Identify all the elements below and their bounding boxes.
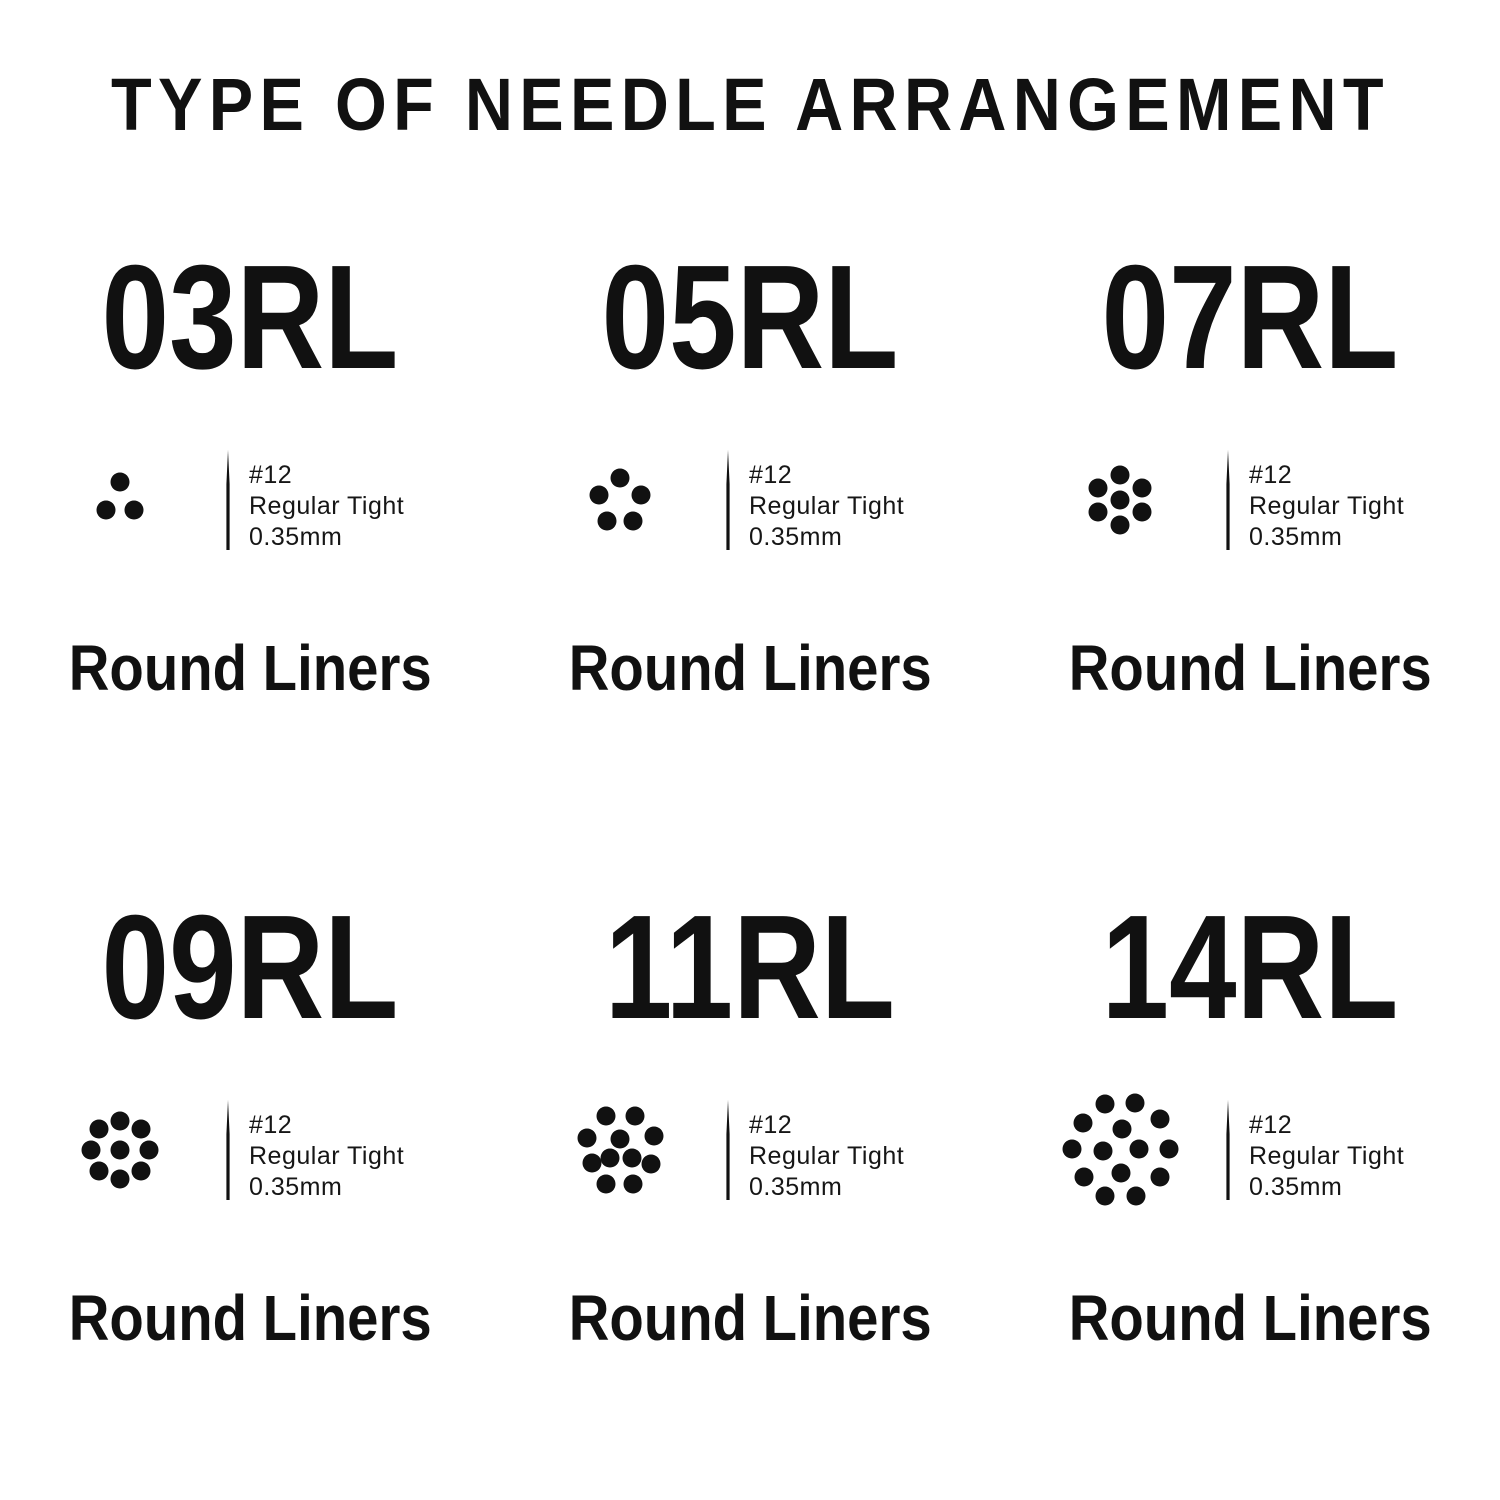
needle-type-label-row [500, 1282, 1000, 1354]
needle-cell [1000, 235, 1500, 895]
tapered-needle-icon [1225, 450, 1231, 550]
needle-diagram [0, 420, 500, 580]
needle-grid [0, 235, 1500, 1500]
needle-dots-pattern-icon [60, 1090, 180, 1210]
needle-taper: Regular Tight [249, 1141, 405, 1170]
tapered-needle-icon [1225, 1100, 1231, 1200]
needle-code-row [1000, 885, 1500, 1050]
needle-dots-box [525, 440, 715, 560]
needle-dots-box [525, 1090, 715, 1210]
needle-dots-pattern-icon [560, 1090, 680, 1210]
needle-code: 09RL [101, 885, 399, 1050]
needle-diameter: 0.35mm [1249, 522, 1343, 551]
needle-code: 07RL [1101, 235, 1399, 400]
needle-specs [1249, 460, 1404, 553]
needle-code-row [500, 885, 1000, 1050]
needle-diagram [1000, 420, 1500, 580]
needle-diagram [500, 1070, 1000, 1230]
needle-gauge: #12 [249, 1110, 293, 1139]
needle-type-label-row [0, 632, 500, 704]
needle-code: 14RL [1101, 885, 1399, 1050]
needle-type-label-row [1000, 1282, 1500, 1354]
needle-dots-pattern-icon [1060, 1090, 1180, 1210]
tapered-needle-icon [725, 450, 731, 550]
needle-gauge: #12 [249, 460, 293, 489]
needle-cell [0, 885, 500, 1500]
needle-gauge: #12 [749, 1110, 793, 1139]
needle-type-label: Round Liners [1068, 1282, 1432, 1354]
needle-specs [249, 1110, 404, 1203]
tapered-needle-icon [225, 450, 231, 550]
needle-type-label: Round Liners [68, 1282, 432, 1354]
needle-specs [1249, 1110, 1404, 1203]
needle-taper: Regular Tight [1249, 1141, 1405, 1170]
needle-specs [749, 1110, 904, 1203]
needle-cell [500, 885, 1000, 1500]
needle-code: 11RL [604, 885, 896, 1050]
needle-type-label-row [0, 1282, 500, 1354]
needle-taper: Regular Tight [749, 491, 905, 520]
needle-cell [1000, 885, 1500, 1500]
needle-gauge: #12 [1249, 1110, 1293, 1139]
needle-diagram [0, 1070, 500, 1230]
needle-diameter: 0.35mm [249, 1172, 343, 1201]
needle-specs [749, 460, 904, 553]
tapered-needle-icon [725, 1100, 731, 1200]
needle-dots-box [1025, 440, 1215, 560]
needle-dots-box [25, 440, 215, 560]
needle-dots-box [1025, 1090, 1215, 1210]
needle-type-label-row [500, 632, 1000, 704]
needle-dots-box [25, 1090, 215, 1210]
tapered-needle-icon [225, 1100, 231, 1200]
needle-dots-pattern-icon [1060, 440, 1180, 560]
needle-code: 05RL [601, 235, 899, 400]
needle-taper: Regular Tight [1249, 491, 1405, 520]
needle-code-row [500, 235, 1000, 400]
needle-diagram [500, 420, 1000, 580]
needle-type-label: Round Liners [68, 632, 432, 704]
page-title [0, 63, 1500, 146]
needle-gauge: #12 [1249, 460, 1293, 489]
needle-cell [0, 235, 500, 895]
needle-diameter: 0.35mm [1249, 1172, 1343, 1201]
needle-type-label: Round Liners [568, 1282, 932, 1354]
needle-code-row [0, 885, 500, 1050]
needle-type-label-row [1000, 632, 1500, 704]
needle-dots-pattern-icon [560, 440, 680, 560]
needle-code: 03RL [101, 235, 399, 400]
page-title-text: TYPE OF NEEDLE ARRANGEMENT [110, 63, 1390, 146]
needle-code-row [0, 235, 500, 400]
needle-type-label: Round Liners [1068, 632, 1432, 704]
needle-specs [249, 460, 404, 553]
needle-cell [500, 235, 1000, 895]
needle-diagram [1000, 1070, 1500, 1230]
needle-dots-pattern-icon [60, 440, 180, 560]
needle-gauge: #12 [749, 460, 793, 489]
needle-diameter: 0.35mm [749, 522, 843, 551]
needle-type-label: Round Liners [568, 632, 932, 704]
needle-taper: Regular Tight [749, 1141, 905, 1170]
needle-diameter: 0.35mm [749, 1172, 843, 1201]
needle-taper: Regular Tight [249, 491, 405, 520]
needle-code-row [1000, 235, 1500, 400]
needle-diameter: 0.35mm [249, 522, 343, 551]
